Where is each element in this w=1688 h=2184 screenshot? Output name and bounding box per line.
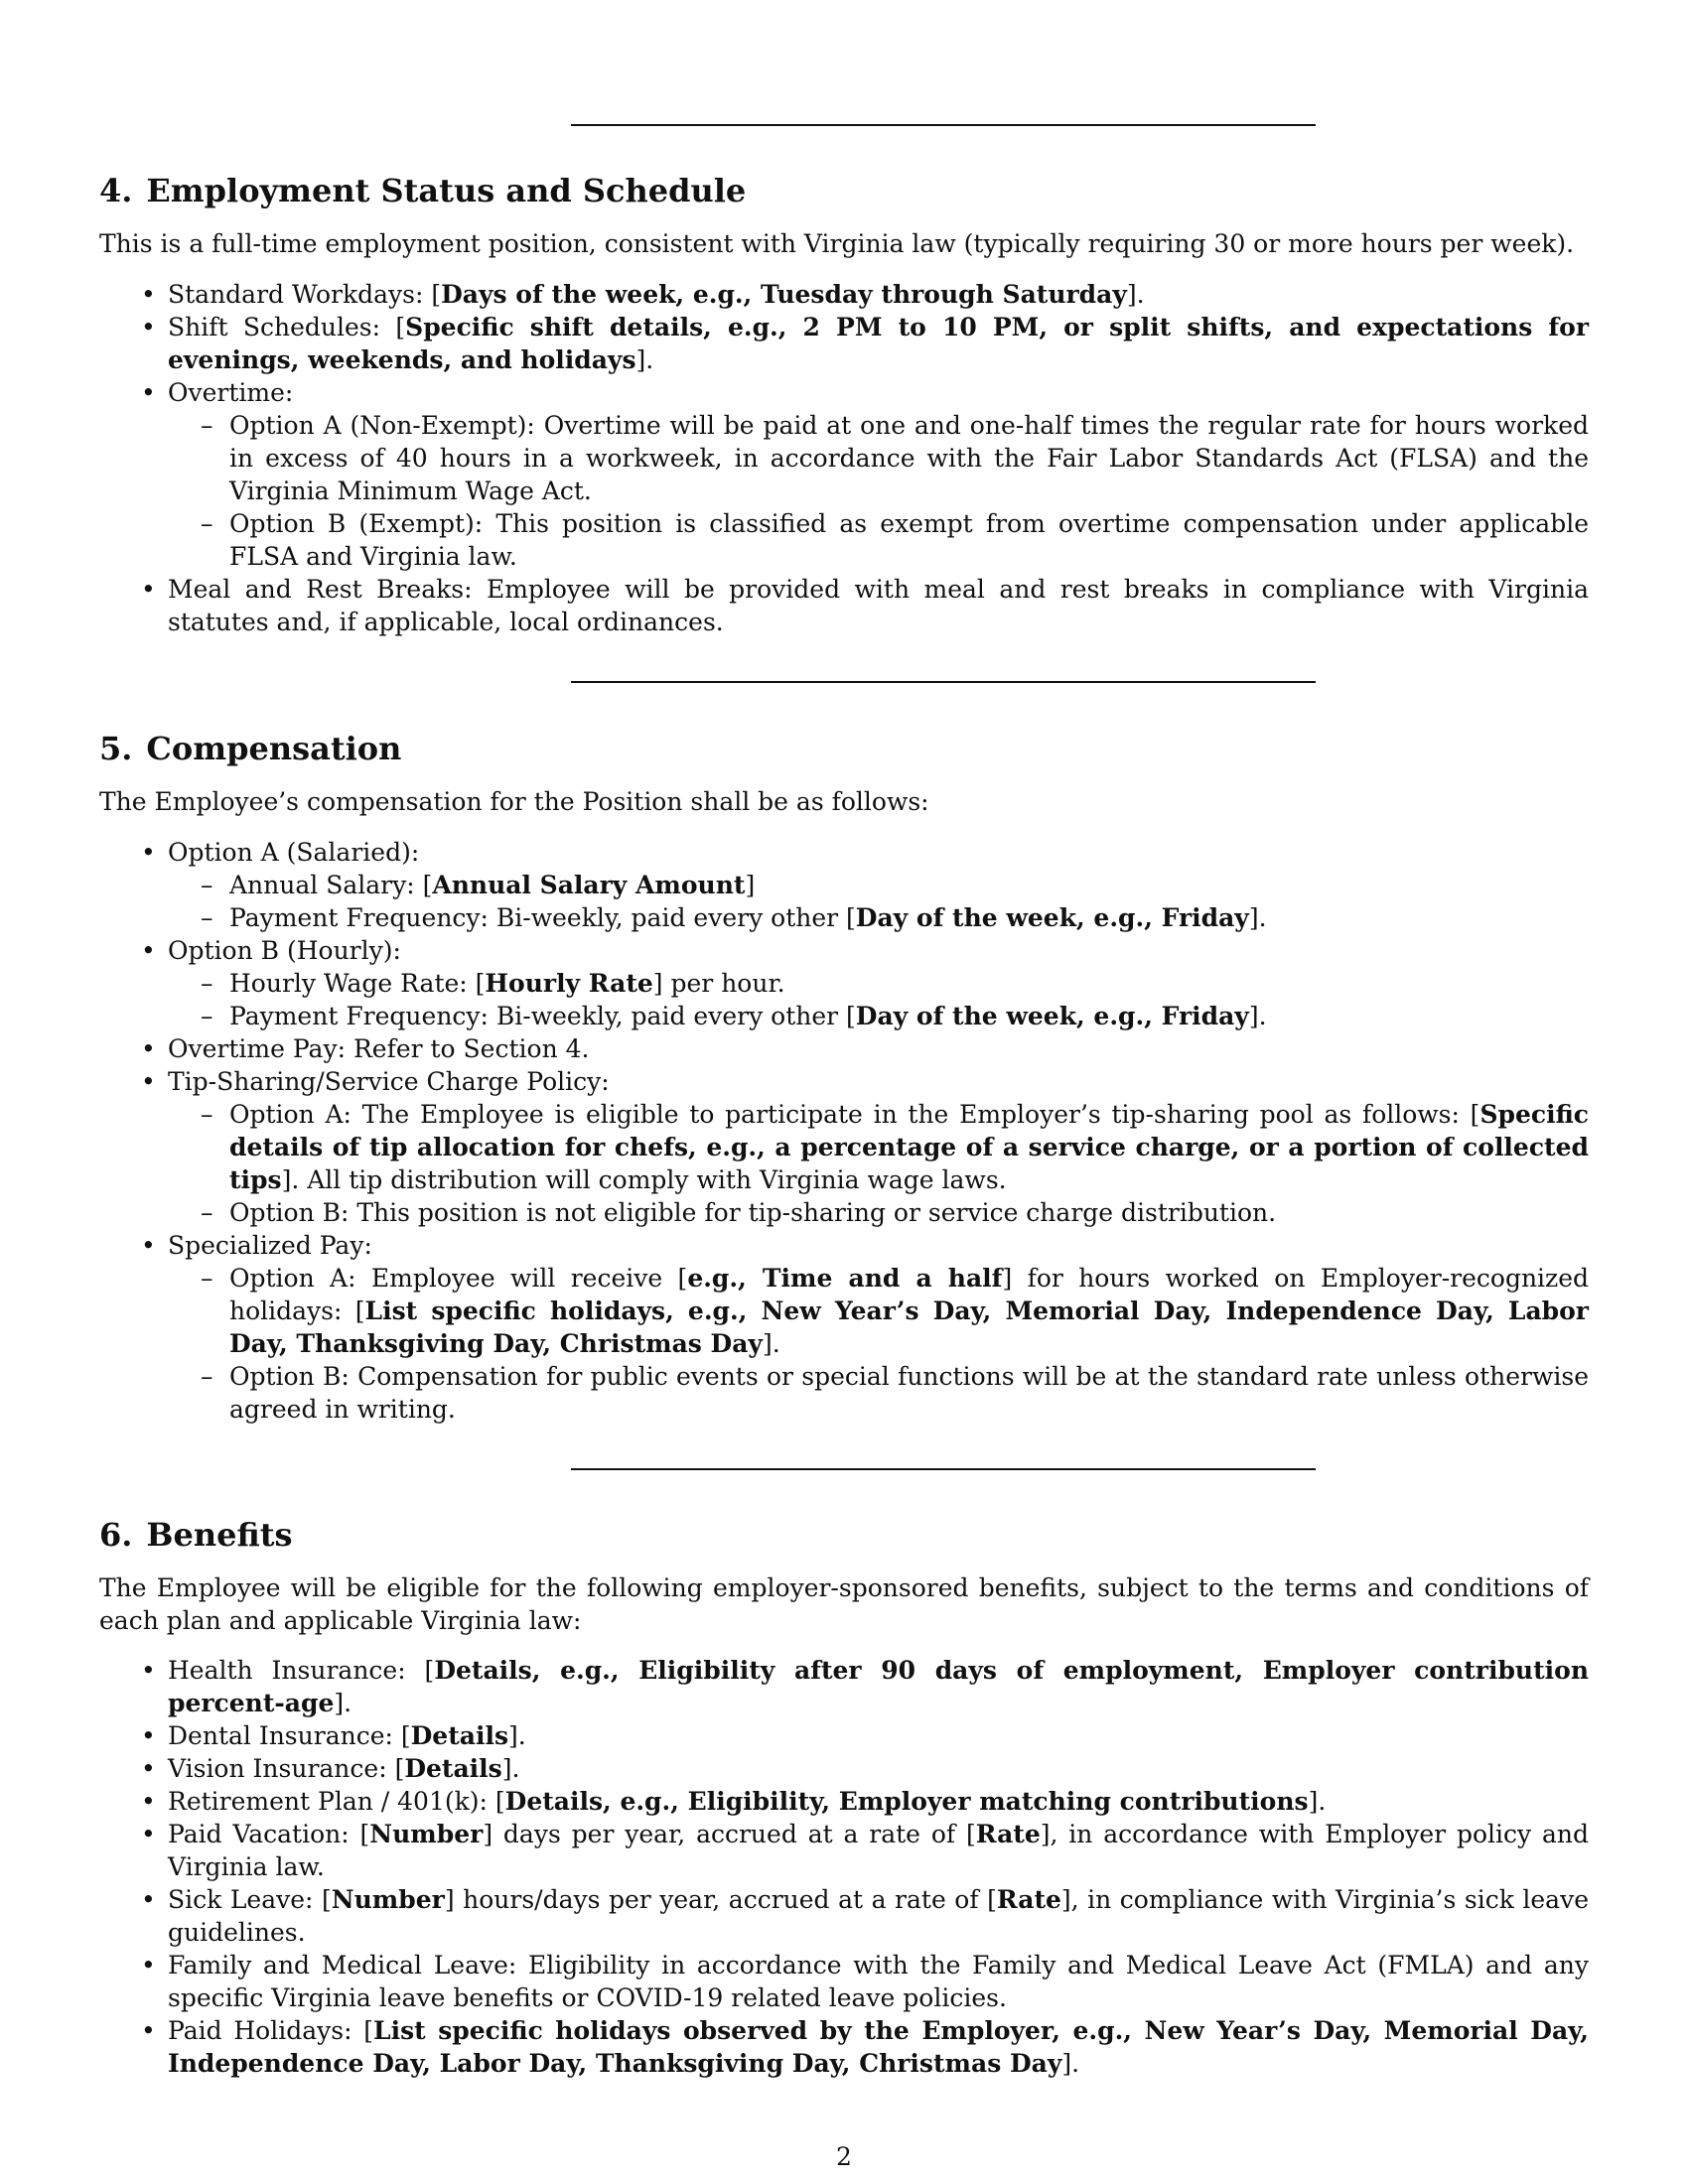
annual-salary: – Annual Salary: [Annual Salary Amount] <box>168 869 1589 901</box>
list-item-tip-sharing: • Tip-Sharing/Service Charge Policy: – Option A: The Employee is eligible to participate in the Employer’s tip-sharing pool as follows: [Specific details of tip allocation for chefs, e.g., a percentage of a service charge, or a portion of collected tips]. All tip distribution will comply with Virginia wage laws. – Option B: This position is not eligible for tip-sharing or service charge distribution. <box>99 1065 1589 1229</box>
specialized-option-b: – Option B: Compensation for public events or special functions will be at the standard rate unless otherwise agreed in writing. <box>168 1360 1589 1426</box>
overtime-options <box>168 409 1589 573</box>
section-5-intro: The Employee’s compensation for the Position shall be as follows: <box>99 787 929 816</box>
benefit-sick-leave: • Sick Leave: [Number] hours/days per year, accrued at a rate of [Rate], in compliance with Virginia’s sick leave guidelines. <box>99 1883 1589 1949</box>
list-item-overtime: • Overtime: – Option A (Non-Exempt): Overtime will be paid at one and one-half times the regular rate for hours worked in excess of 40 hours in a workweek, in accordance with the Fair Labor Standards Act (FLSA) and the Virginia Minimum Wage Act. – Option B (Exempt): This position is classified as exempt from overtime compensation under applicable FLSA and Virginia law. <box>99 376 1589 573</box>
section-6-intro: The Employee will be eligible for the following employer-sponsored benefits, subject to the terms and conditions of each plan and applicable Virginia law: <box>99 1573 1589 1635</box>
hourly-wage-rate: – Hourly Wage Rate: [Hourly Rate] per hour. <box>168 967 1589 1000</box>
list-item-overtime-pay: • Overtime Pay: Refer to Section 4. <box>99 1032 1589 1065</box>
benefit-holidays: • Paid Holidays: [List specific holidays observed by the Employer, e.g., New Year’s Day, Memorial Day, Independence Day, Labor Day, Thanksgiving Day, Christmas Day]. <box>99 2014 1589 2080</box>
benefit-vision: • Vision Insurance: [Details]. <box>99 1752 1589 1785</box>
benefit-retirement: • Retirement Plan / 401(k): [Details, e.g., Eligibility, Employer matching contributions]. <box>99 1785 1589 1818</box>
section-divider <box>571 1468 1316 1470</box>
list-item-specialized-pay: • Specialized Pay: – Option A: Employee will receive [e.g., Time and a half] for hours worked on Employer-recognized holidays: [List specific holidays, e.g., New Year’s Day, Memorial Day, Independence Day, Labor Day, Thanksgiving Day, Christmas Day]. – Option B: Compensation for public events or special functions will be at the standard rate unless otherwise agreed in writing. <box>99 1229 1589 1426</box>
benefit-dental: • Dental Insurance: [Details]. <box>99 1719 1589 1752</box>
tip-option-b: – Option B: This position is not eligible for tip-sharing or service charge distribution. <box>168 1196 1589 1229</box>
hourly-payment-frequency: – Payment Frequency: Bi-weekly, paid every other [Day of the week, e.g., Friday]. <box>168 1000 1589 1032</box>
list-item-hourly: • Option B (Hourly): – Hourly Wage Rate: [Hourly Rate] per hour. – Payment Frequency: Bi-weekly, paid every other [Day of the week, e.g., Friday]. <box>99 934 1589 1032</box>
section-5-heading: 5. Compensation <box>99 730 402 767</box>
section-5-list <box>99 836 1589 1426</box>
overtime-option-a: – Option A (Non-Exempt): Overtime will be paid at one and one-half times the regular rate for hours worked in excess of 40 hours in a workweek, in accordance with the Fair Labor Standards Act (FLSA) and the Virginia Minimum Wage Act. <box>168 409 1589 507</box>
section-4-intro: This is a full-time employment position, consistent with Virginia law (typically requiring 30 or more hours per week). <box>99 229 1575 258</box>
benefit-vacation: • Paid Vacation: [Number] days per year, accrued at a rate of [Rate], in accordance with Employer policy and Virginia law. <box>99 1818 1589 1883</box>
section-6-heading: 6. Benefits <box>99 1516 293 1554</box>
specialized-option-a: – Option A: Employee will receive [e.g., Time and a half] for hours worked on Employer-recognized holidays: [List specific holidays, e.g., New Year’s Day, Memorial Day, Independence Day, Labor Day, Thanksgiving Day, Christmas Day]. <box>168 1262 1589 1360</box>
section-6-list <box>99 1654 1589 2080</box>
benefit-family-leave: • Family and Medical Leave: Eligibility in accordance with the Family and Medical Leave Act (FMLA) and any specific Virginia leave benefits or COVID-19 related leave policies. <box>99 1949 1589 2014</box>
list-item-shifts: • Shift Schedules: [Specific shift details, e.g., 2 PM to 10 PM, or split shifts, and expectations for evenings, weekends, and holidays]. <box>99 311 1589 376</box>
benefit-health: • Health Insurance: [Details, e.g., Eligibility after 90 days of employment, Employer contribution percent-age]. <box>99 1654 1589 1719</box>
page-number: 2 <box>836 2142 852 2171</box>
overtime-option-b: – Option B (Exempt): This position is classified as exempt from overtime compensation under applicable FLSA and Virginia law. <box>168 507 1589 573</box>
list-item-salaried: • Option A (Salaried): – Annual Salary: [Annual Salary Amount] – Payment Frequency: Bi-weekly, paid every other [Day of the week, e.g., Friday]. <box>99 836 1589 934</box>
salaried-payment-frequency: – Payment Frequency: Bi-weekly, paid every other [Day of the week, e.g., Friday]. <box>168 901 1589 934</box>
tip-option-a: – Option A: The Employee is eligible to participate in the Employer’s tip-sharing pool as follows: [Specific details of tip allocation for chefs, e.g., a percentage of a service charge, or a portion of collected tips]. All tip distribution will comply with Virginia wage laws. <box>168 1098 1589 1196</box>
section-4-list <box>99 278 1589 638</box>
section-divider <box>571 681 1316 683</box>
section-divider <box>571 124 1316 126</box>
section-4-heading: 4. Employment Status and Schedule <box>99 172 747 209</box>
list-item-breaks: • Meal and Rest Breaks: Employee will be provided with meal and rest breaks in compliance with Virginia statutes and, if applicable, local ordinances. <box>99 573 1589 638</box>
list-item-workdays: • Standard Workdays: [Days of the week, e.g., Tuesday through Saturday]. <box>99 278 1589 311</box>
